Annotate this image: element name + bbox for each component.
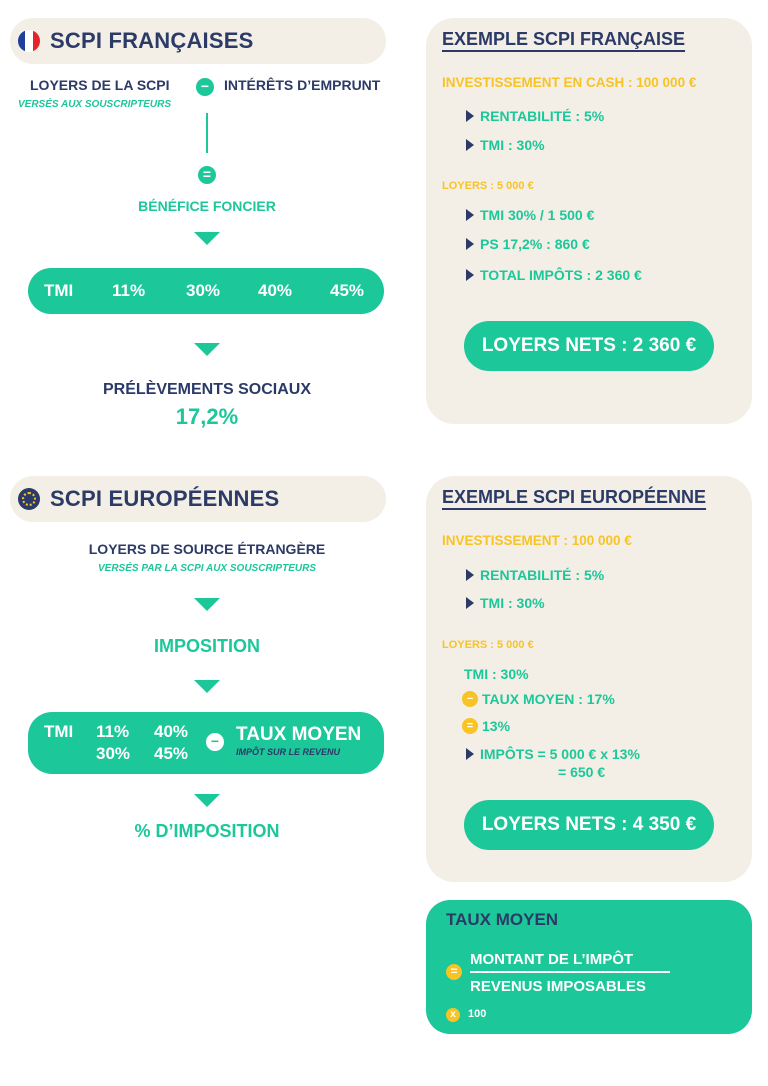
imposition-label: IMPOSITION: [153, 636, 260, 656]
taux-moyen-sublabel: IMPÔT SUR LE REVENU: [236, 747, 341, 757]
connector-line: [206, 113, 208, 153]
loyers-label: LOYERS : 5 000 €: [442, 180, 534, 192]
list-item: TMI : 30%: [466, 595, 545, 611]
tmi-value: 30%: [96, 744, 131, 763]
investissement-cash: INVESTISSEMENT EN CASH : 100 000 €: [442, 75, 697, 90]
list-item: RENTABILITÉ : 5%: [466, 567, 604, 583]
tmi-value: 11%: [96, 722, 130, 741]
list-item: RENTABILITÉ : 5%: [466, 108, 604, 124]
equals-icon: =: [462, 718, 478, 734]
formula-multiplier: 100: [468, 1008, 487, 1020]
triangle-right-icon: [466, 209, 474, 221]
loyers-label: LOYERS : 5 000 €: [442, 639, 534, 651]
fraction-bar: [470, 971, 670, 973]
tmi-value: 11%: [112, 281, 146, 300]
times-icon: x: [446, 1008, 460, 1022]
triangle-right-icon: [466, 748, 474, 760]
impots-result: = 650 €: [558, 764, 606, 780]
interets-emprunt-label: INTÉRÊTS D’EMPRUNT: [224, 77, 381, 93]
loyers-nets-badge-eu: LOYERS NETS : 4 350 €: [464, 800, 714, 850]
eu-flag-icon: [18, 488, 40, 510]
taux-moyen-label: TAUX MOYEN: [236, 724, 362, 745]
loyers-nets-badge-fr: LOYERS NETS : 2 360 €: [464, 321, 714, 371]
taux-moyen-title: TAUX MOYEN: [446, 910, 559, 929]
triangle-down-icon: [194, 343, 220, 356]
triangle-down-icon: [194, 598, 220, 611]
france-flag-icon: [18, 30, 40, 52]
list-item: IMPÔTS = 5 000 € x 13%: [466, 746, 640, 762]
prelevements-sociaux-value: 17,2%: [175, 404, 239, 429]
pct-imposition-label: % D’IMPOSITION: [134, 821, 280, 841]
tmi-value: 40%: [154, 722, 189, 741]
tmi-pill-eu: [28, 712, 384, 774]
triangle-right-icon: [466, 139, 474, 151]
tmi-value: 30%: [186, 281, 221, 300]
loyers-source-label: LOYERS DE SOURCE ÉTRANGÈRE: [88, 541, 326, 557]
tmi-value: 45%: [330, 281, 365, 300]
investissement-label: INVESTISSEMENT : 100 000 €: [442, 533, 632, 548]
list-item: = 13%: [462, 718, 510, 734]
list-item: TMI : 30%: [466, 137, 545, 153]
loyers-scpi-label: LOYERS DE LA SCPI: [30, 77, 170, 93]
tmi-value: 40%: [258, 281, 293, 300]
tmi-line: TMI : 30%: [464, 666, 529, 682]
formula-denominator: REVENUS IMPOSABLES: [470, 978, 646, 995]
triangle-down-icon: [194, 680, 220, 693]
triangle-down-icon: [194, 794, 220, 807]
triangle-right-icon: [466, 597, 474, 609]
section-title-eu: SCPI EUROPÉENNES: [50, 486, 280, 511]
loyers-scpi-sublabel: VERSÉS AUX SOUSCRIPTEURS: [18, 99, 171, 110]
triangle-right-icon: [466, 110, 474, 122]
formula-numerator: MONTANT DE L’IMPÔT: [470, 951, 634, 968]
list-item: − TAUX MOYEN : 17%: [462, 691, 615, 707]
example-title-fr: EXEMPLE SCPI FRANÇAISE: [442, 29, 686, 49]
section-header-eu: [10, 476, 386, 522]
tmi-label: TMI: [44, 281, 74, 300]
tmi-value: 45%: [154, 744, 189, 763]
list-item: TOTAL IMPÔTS : 2 360 €: [466, 267, 642, 283]
minus-icon: −: [462, 691, 478, 707]
tmi-label: TMI: [44, 722, 74, 741]
equals-icon: =: [446, 964, 462, 980]
minus-icon: −: [196, 78, 214, 96]
benefice-foncier-label: BÉNÉFICE FONCIER: [138, 198, 276, 214]
prelevements-sociaux-label: PRÉLÈVEMENTS SOCIAUX: [102, 381, 312, 398]
triangle-right-icon: [466, 269, 474, 281]
tmi-pill-fr: [28, 268, 384, 314]
loyers-source-sublabel: VERSÉS PAR LA SCPI AUX SOUSCRIPTEURS: [98, 563, 316, 574]
example-title-eu: EXEMPLE SCPI EUROPÉENNE: [442, 487, 707, 507]
section-title-fr: SCPI FRANÇAISES: [50, 28, 254, 53]
list-item: PS 17,2% : 860 €: [466, 236, 590, 252]
triangle-right-icon: [466, 569, 474, 581]
minus-icon: −: [206, 733, 224, 751]
equals-icon: =: [198, 166, 216, 184]
triangle-right-icon: [466, 238, 474, 250]
triangle-down-icon: [194, 232, 220, 245]
list-item: TMI 30% / 1 500 €: [466, 207, 594, 223]
section-header-fr: [10, 18, 386, 64]
